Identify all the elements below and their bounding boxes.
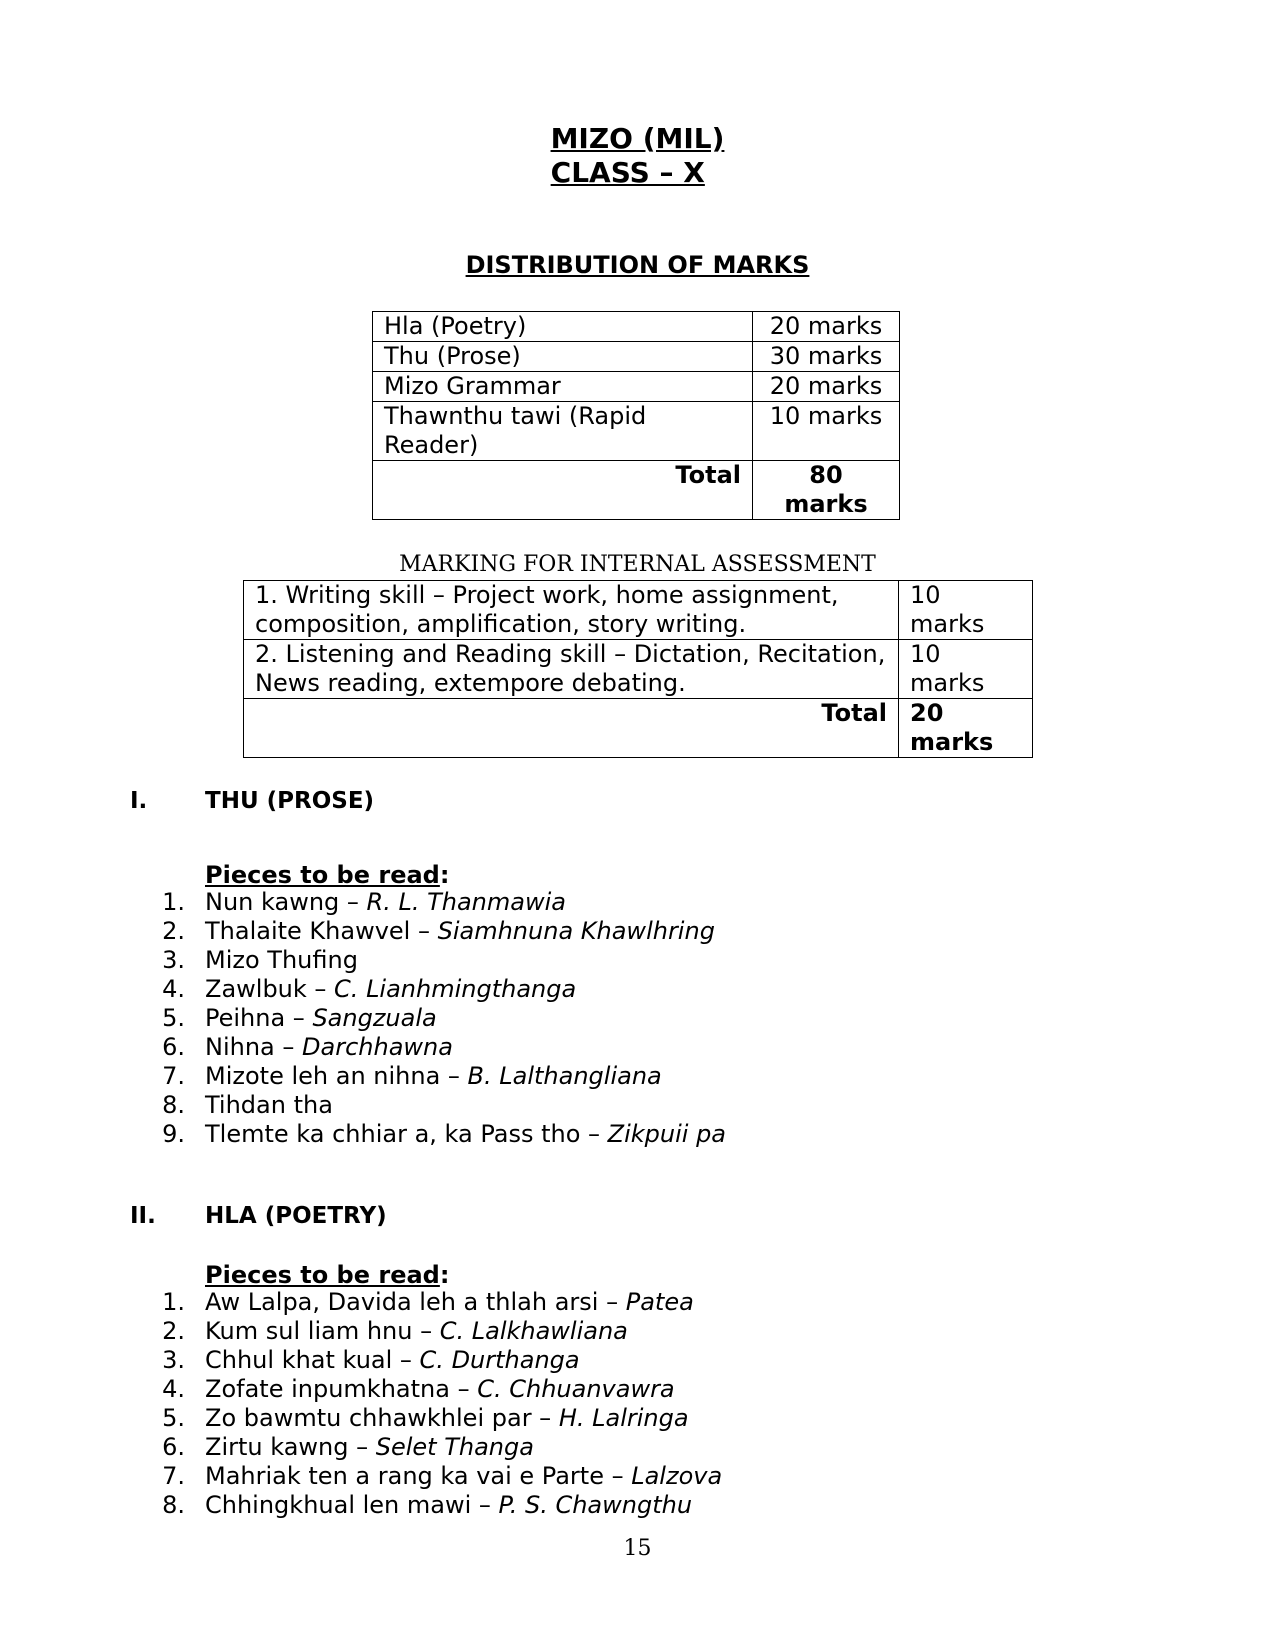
pieces-heading: Pieces to be read: [205, 1261, 450, 1289]
row-marks: 20 marks [753, 372, 900, 402]
table-row [373, 342, 900, 372]
distribution-table [372, 311, 900, 520]
row-label: Thawnthu tawi (Rapid Reader) [373, 402, 753, 461]
row-marks: 10 marks [753, 402, 900, 461]
table-row [244, 640, 1033, 699]
title-line-1: MIZO (MIL) [550, 122, 725, 155]
row-label: 1. Writing skill – Project work, home assignment, composition, amplification, story writing. [244, 581, 899, 640]
total-label: Total [244, 699, 899, 758]
row-marks: 20 marks [753, 312, 900, 342]
table-row [244, 581, 1033, 640]
row-label: 2. Listening and Reading skill – Dictation, Recitation, News reading, extempore debating. [244, 640, 899, 699]
section-number: II. [130, 1203, 156, 1229]
row-label: Thu (Prose) [373, 342, 753, 372]
document-title [0, 122, 1275, 156]
internal-assessment-table [243, 580, 1033, 758]
section-title: HLA (POETRY) [205, 1203, 387, 1229]
document-subtitle [0, 156, 1275, 190]
section-title: THU (PROSE) [205, 788, 375, 814]
total-row [373, 461, 900, 520]
title-line-2: CLASS – X [550, 156, 705, 189]
internal-assessment-heading: MARKING FOR INTERNAL ASSESSMENT [399, 552, 876, 577]
pieces-heading: Pieces to be read: [205, 861, 450, 889]
row-label: Hla (Poetry) [373, 312, 753, 342]
total-row [244, 699, 1033, 758]
table-row [373, 372, 900, 402]
page-number: 15 [623, 1536, 652, 1561]
total-marks: 20 marks [899, 699, 1033, 758]
total-label: Total [373, 461, 753, 520]
total-marks: 80 marks [753, 461, 900, 520]
row-marks: 10 marks [899, 640, 1033, 699]
table-row [373, 402, 900, 461]
distribution-heading: DISTRIBUTION OF MARKS [465, 251, 810, 279]
section-number: I. [130, 788, 148, 814]
row-marks: 10 marks [899, 581, 1033, 640]
table-row [373, 312, 900, 342]
row-label: Mizo Grammar [373, 372, 753, 402]
row-marks: 30 marks [753, 342, 900, 372]
